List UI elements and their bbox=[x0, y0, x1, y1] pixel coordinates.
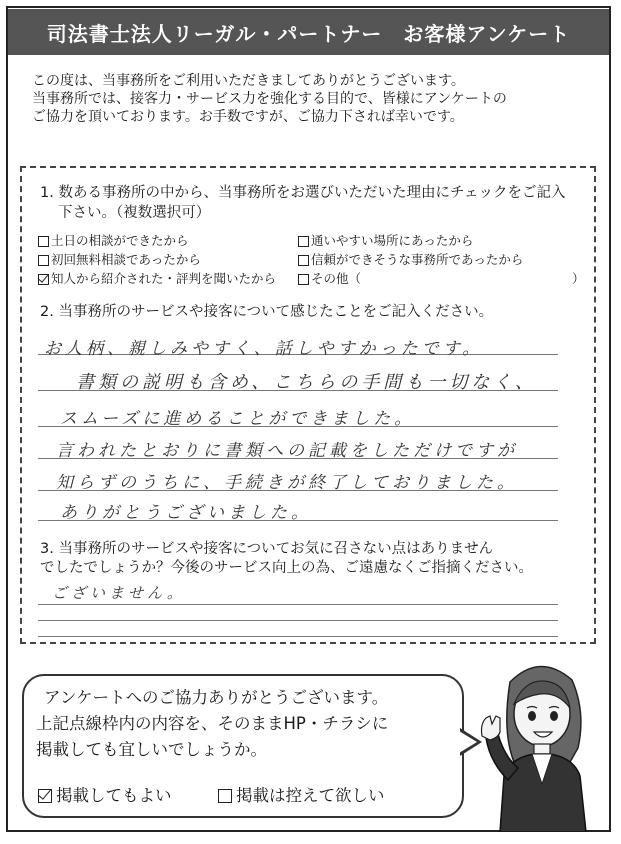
page-title: 司法書士法人リーガル・パートナー お客様アンケート bbox=[8, 9, 609, 55]
intro-line: この度は、当事務所をご利用いただきましてありがとうございます。 bbox=[32, 73, 465, 89]
option-label: 知人から紹介された・評判を聞いたから bbox=[51, 271, 277, 286]
option-trustworthy[interactable] bbox=[298, 252, 523, 268]
option-weekend-consult[interactable] bbox=[38, 233, 189, 249]
option-label: 信頼ができそうな事務所であったから bbox=[311, 252, 524, 267]
question-1-text: 1. 数ある事務所の中から、当事務所をお選びいただいた理由にチェックをご記入 bbox=[40, 185, 566, 201]
option-label: その他（ bbox=[311, 271, 362, 286]
question-1-text-cont: 下さい。（複数選択可） bbox=[58, 205, 211, 221]
handwritten-answer-line: 知らずのうちに、手続きが終了しておりました。 bbox=[56, 473, 518, 493]
intro-text bbox=[32, 72, 592, 126]
checkbox[interactable] bbox=[298, 255, 309, 266]
bubble-text-line: 掲載しても宜しいでしょうか。 bbox=[36, 740, 267, 759]
answer-line bbox=[38, 620, 558, 621]
handwritten-answer-line: 言われたとおりに書類への記載をしただけですが bbox=[56, 441, 518, 461]
question-2-text: 2. 当事務所のサービスや接客について感じたことをご記入ください。 bbox=[40, 304, 494, 320]
option-other-close: ） bbox=[572, 271, 585, 286]
checkbox-checked[interactable] bbox=[38, 274, 49, 285]
checkbox-checked[interactable] bbox=[38, 789, 52, 803]
handwritten-answer-line: ありがとうございました。 bbox=[60, 503, 312, 523]
checkbox[interactable] bbox=[38, 236, 49, 247]
receptionist-illustration-icon bbox=[470, 652, 610, 832]
question-3-text-cont: でしたでしょうか？今後のサービス向上の為、ご遠慮なくご指摘ください。 bbox=[40, 560, 533, 576]
checkbox[interactable] bbox=[298, 236, 309, 247]
handwritten-answer-line: お人柄、親しみやすく、話しやすかったです。 bbox=[44, 339, 484, 359]
option-convenient-location[interactable] bbox=[298, 233, 473, 249]
option-label: 土日の相談ができたから bbox=[51, 233, 189, 248]
option-label: 掲載は控えて欲しい bbox=[236, 786, 385, 805]
checkbox[interactable] bbox=[298, 274, 309, 285]
checkbox[interactable] bbox=[38, 255, 49, 266]
option-label: 初回無料相談であったから bbox=[51, 252, 201, 267]
bubble-text-line: 上記点線枠内の内容を、そのままHP・チラシに bbox=[36, 714, 389, 733]
intro-line: 当事務所では、接客力・サービス力を強化する目的で、皆様にアンケートの bbox=[32, 91, 507, 107]
bubble-text-line: アンケートへのご協力ありがとうございます。 bbox=[44, 688, 389, 707]
handwritten-answer-q3: ございません。 bbox=[52, 584, 186, 602]
option-referral[interactable] bbox=[38, 271, 276, 287]
handwritten-answer-line: スムーズに進めることができました。 bbox=[60, 409, 416, 429]
option-decline-publish[interactable] bbox=[218, 786, 385, 806]
answer-line bbox=[38, 636, 558, 637]
option-label: 通いやすい場所にあったから bbox=[311, 233, 474, 248]
option-free-consult[interactable] bbox=[38, 252, 201, 268]
intro-line: ご協力を頂いております。お手数ですが、ご協力下されば幸いです。 bbox=[32, 109, 464, 125]
option-allow-publish[interactable] bbox=[38, 786, 172, 806]
option-other[interactable] bbox=[298, 271, 361, 287]
option-label: 掲載してもよい bbox=[56, 786, 172, 805]
question-3-text: 3. 当事務所のサービスや接客についてお気に召さない点はありません bbox=[40, 541, 494, 557]
checkbox[interactable] bbox=[218, 789, 232, 803]
handwritten-answer-line: 書類の説明も含め、こちらの手間も一切なく、 bbox=[76, 372, 537, 393]
answer-line bbox=[38, 604, 558, 605]
